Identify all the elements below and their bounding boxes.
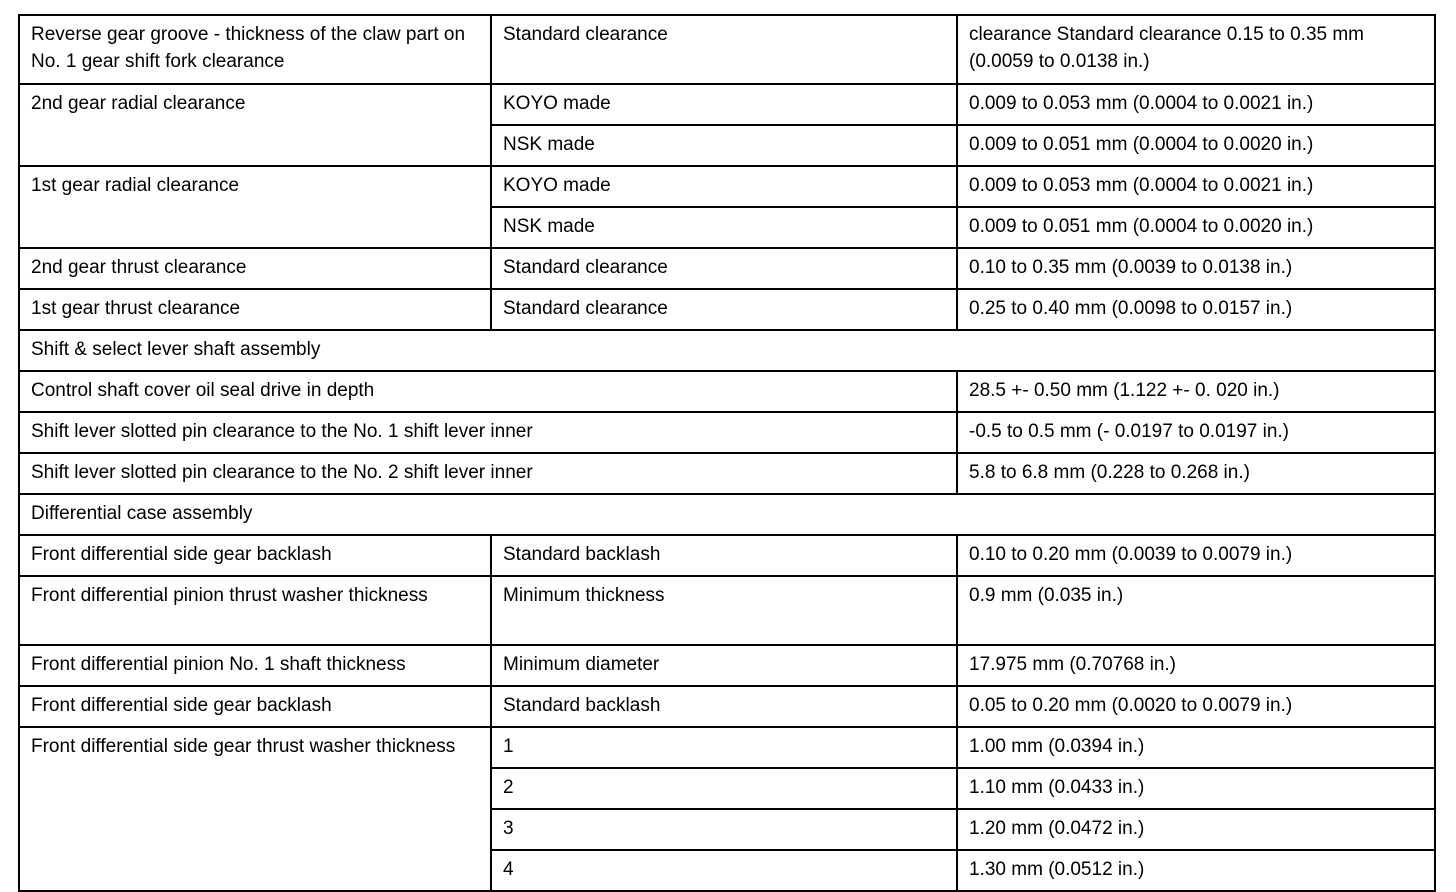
table-row (19, 645, 1435, 686)
condition-cell: Standard backlash (491, 686, 957, 727)
item-cell: 1st gear radial clearance (19, 166, 491, 248)
condition-cell: NSK made (491, 207, 957, 248)
item-cell: Front differential side gear backlash (19, 686, 491, 727)
section-row (19, 494, 1435, 535)
condition-cell: Standard clearance (491, 15, 957, 84)
section-row (19, 330, 1435, 371)
condition-cell: Standard backlash (491, 535, 957, 576)
value-cell: 0.009 to 0.051 mm (0.0004 to 0.0020 in.) (957, 207, 1435, 248)
table-row (19, 84, 1435, 125)
table-row (19, 412, 1435, 453)
value-cell: 0.10 to 0.35 mm (0.0039 to 0.0138 in.) (957, 248, 1435, 289)
table-row (19, 727, 1435, 768)
value-cell: 1.20 mm (0.0472 in.) (957, 809, 1435, 850)
condition-cell: Standard clearance (491, 248, 957, 289)
table-row (19, 15, 1435, 84)
value-cell: -0.5 to 0.5 mm (- 0.0197 to 0.0197 in.) (957, 412, 1435, 453)
section-heading: Differential case assembly (19, 494, 1435, 535)
table-row (19, 371, 1435, 412)
condition-cell: KOYO made (491, 166, 957, 207)
item-cell: 2nd gear thrust clearance (19, 248, 491, 289)
value-cell: 0.25 to 0.40 mm (0.0098 to 0.0157 in.) (957, 289, 1435, 330)
item-cell: Front differential pinion thrust washer thickness (19, 576, 491, 645)
value-cell: 0.10 to 0.20 mm (0.0039 to 0.0079 in.) (957, 535, 1435, 576)
condition-cell: NSK made (491, 125, 957, 166)
table-row (19, 686, 1435, 727)
item-cell: Shift lever slotted pin clearance to the No. 2 shift lever inner (19, 453, 957, 494)
section-heading: Shift & select lever shaft assembly (19, 330, 1435, 371)
item-cell: 1st gear thrust clearance (19, 289, 491, 330)
condition-cell: Minimum diameter (491, 645, 957, 686)
value-cell: 0.009 to 0.053 mm (0.0004 to 0.0021 in.) (957, 166, 1435, 207)
condition-cell: 1 (491, 727, 957, 768)
value-cell: 0.009 to 0.053 mm (0.0004 to 0.0021 in.) (957, 84, 1435, 125)
table-row (19, 453, 1435, 494)
value-cell: 1.30 mm (0.0512 in.) (957, 850, 1435, 891)
item-cell: Front differential side gear thrust washer thickness (19, 727, 491, 891)
condition-cell: 3 (491, 809, 957, 850)
condition-cell: Minimum thickness (491, 576, 957, 645)
item-cell: Control shaft cover oil seal drive in depth (19, 371, 957, 412)
table-row (19, 576, 1435, 645)
value-cell: 0.009 to 0.051 mm (0.0004 to 0.0020 in.) (957, 125, 1435, 166)
item-cell: 2nd gear radial clearance (19, 84, 491, 166)
condition-cell: KOYO made (491, 84, 957, 125)
condition-cell: Standard clearance (491, 289, 957, 330)
value-cell: 28.5 +- 0.50 mm (1.122 +- 0. 020 in.) (957, 371, 1435, 412)
item-cell: Front differential pinion No. 1 shaft thickness (19, 645, 491, 686)
value-cell: 17.975 mm (0.70768 in.) (957, 645, 1435, 686)
table-row (19, 166, 1435, 207)
condition-cell: 2 (491, 768, 957, 809)
value-cell: 0.05 to 0.20 mm (0.0020 to 0.0079 in.) (957, 686, 1435, 727)
item-cell: Reverse gear groove - thickness of the claw part on No. 1 gear shift fork clearance (19, 15, 491, 84)
value-cell: clearance Standard clearance 0.15 to 0.35 mm (0.0059 to 0.0138 in.) (957, 15, 1435, 84)
item-cell: Front differential side gear backlash (19, 535, 491, 576)
spec-table-container (18, 14, 1434, 892)
table-row (19, 535, 1435, 576)
value-cell: 1.10 mm (0.0433 in.) (957, 768, 1435, 809)
item-cell: Shift lever slotted pin clearance to the No. 1 shift lever inner (19, 412, 957, 453)
value-cell: 0.9 mm (0.035 in.) (957, 576, 1435, 645)
table-row (19, 248, 1435, 289)
value-cell: 1.00 mm (0.0394 in.) (957, 727, 1435, 768)
table-row (19, 289, 1435, 330)
value-cell: 5.8 to 6.8 mm (0.228 to 0.268 in.) (957, 453, 1435, 494)
condition-cell: 4 (491, 850, 957, 891)
specification-table (18, 14, 1436, 892)
